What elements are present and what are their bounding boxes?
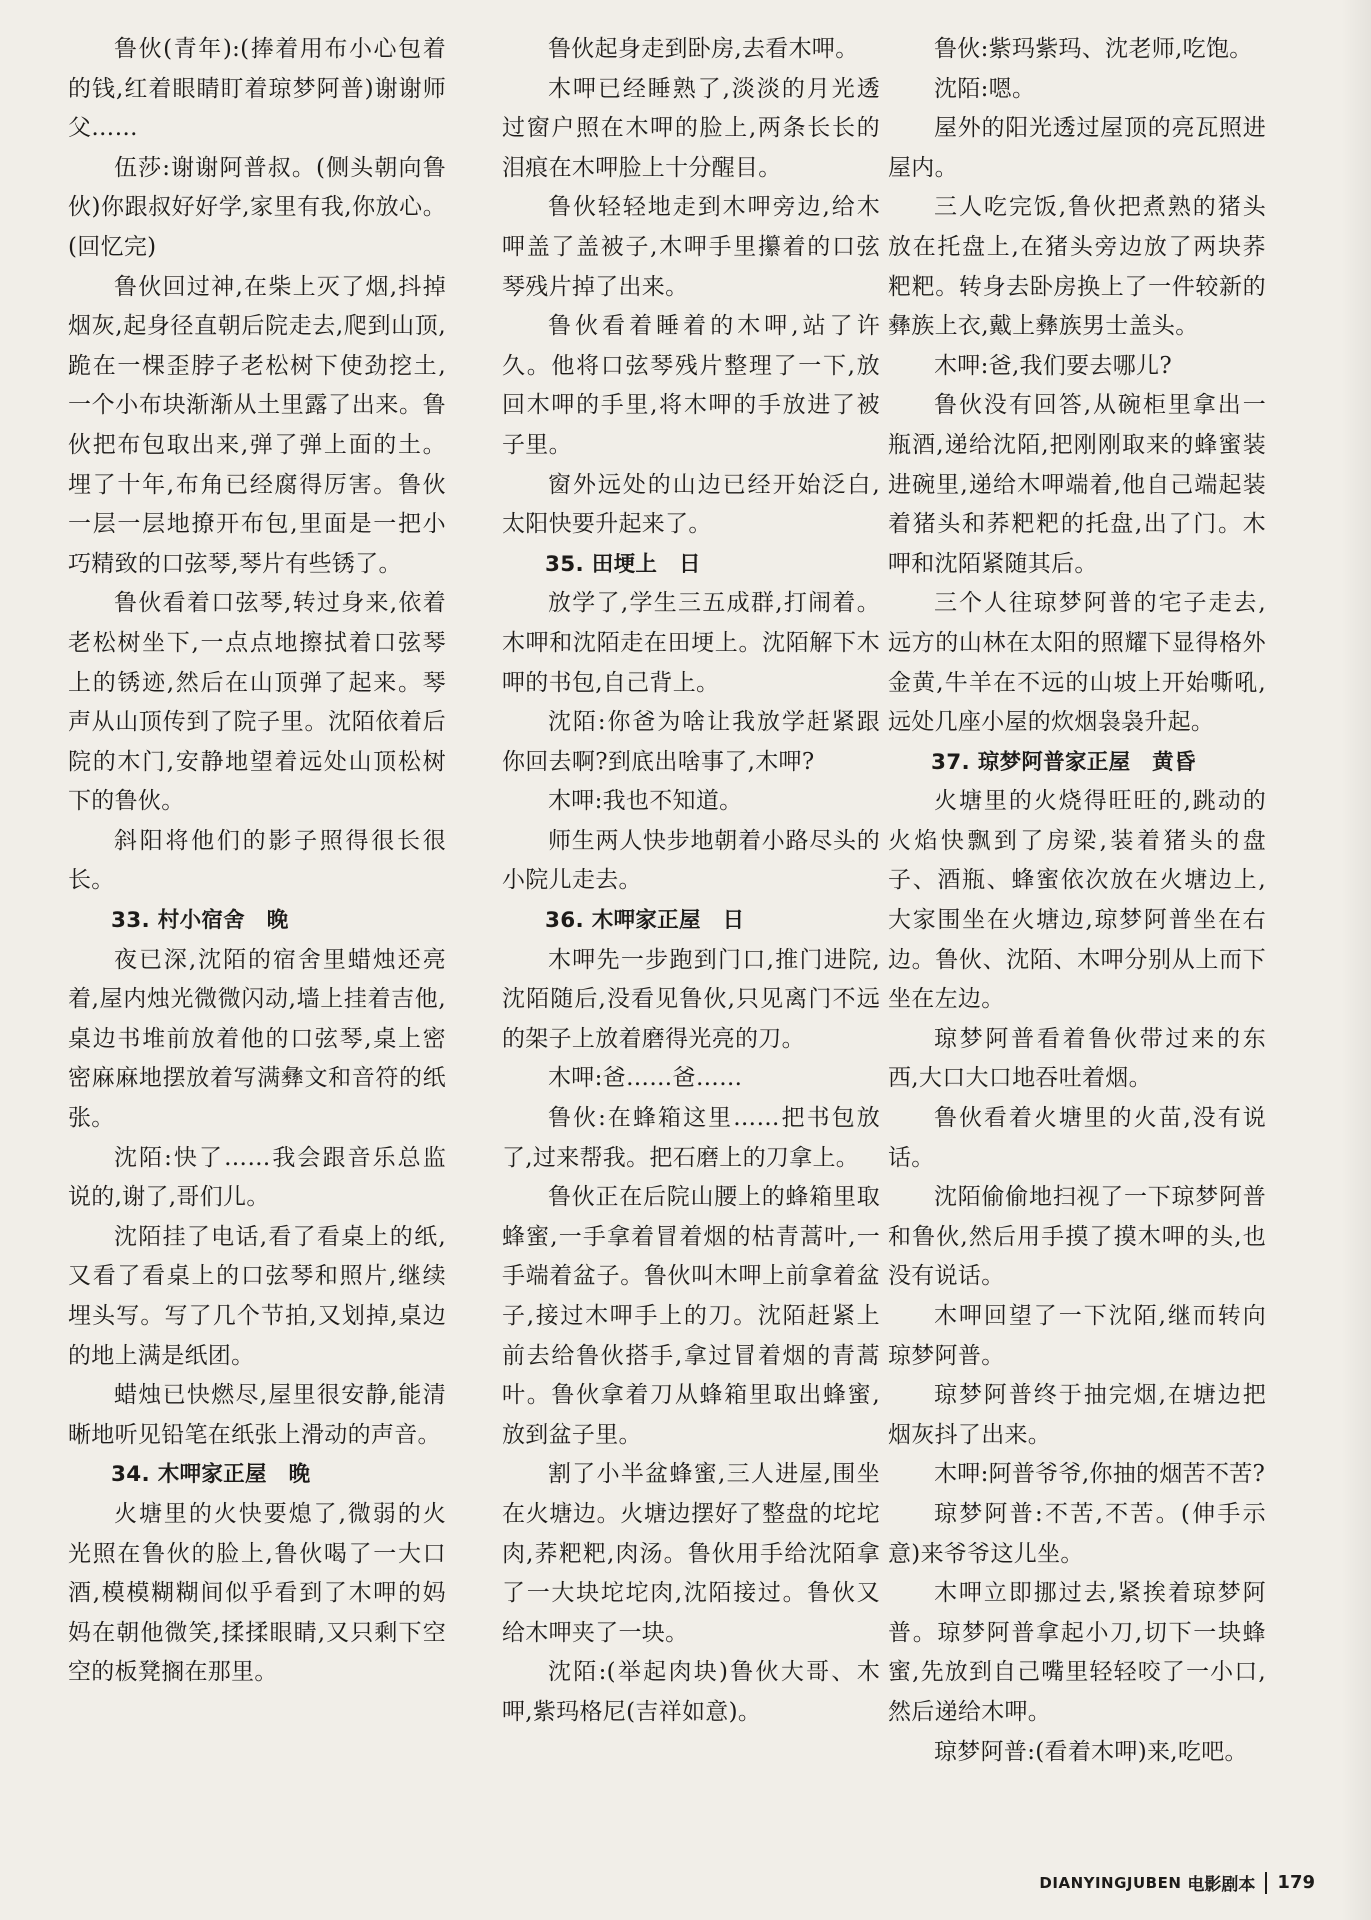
paragraph: 木呷立即挪过去,紧挨着琼梦阿普。琼梦阿普拿起小刀,切下一块蜂蜜,先放到自己嘴里轻轻咬了一小口,然后递给木呷。 — [888, 1580, 1266, 1725]
paragraph: 蜡烛已快燃尽,屋里很安静,能清晰地听见铅笔在纸张上滑动的声音。 — [68, 1382, 446, 1448]
paragraph: 师生两人快步地朝着小路尽头的小院儿走去。 — [502, 827, 880, 894]
paragraph: 鲁伙:在蜂箱这里……把书包放了,过来帮我。把石磨上的刀拿上。 — [502, 1105, 880, 1171]
paragraph: 木呷已经睡熟了,淡淡的月光透过窗户照在木呷的脸上,两条长长的泪痕在木呷脸上十分醒目。 — [502, 75, 880, 181]
paragraph: 木呷:爸,我们要去哪儿? — [934, 352, 1172, 379]
paragraph: 屋外的阳光透过屋顶的亮瓦照进屋内。 — [888, 115, 1266, 181]
scene-heading: 33. 村小宿舍 晚 — [111, 908, 289, 934]
text-column-3 — [888, 30, 1266, 1772]
paragraph: 鲁伙(青年):(捧着用布小心包着的钱,红着眼睛盯着琼梦阿普)谢谢师父…… — [68, 36, 446, 142]
scene-heading: 37. 琼梦阿普家正屋 黄昏 — [931, 749, 1196, 775]
paragraph: 火塘里的火烧得旺旺的,跳动的火焰快飘到了房梁,装着猪头的盘子、酒瓶、蜂蜜依次放在火塘边上,大家围坐在火塘边,琼梦阿普坐在右边。鲁伙、沈陌、木呷分别从上而下坐在左边。 — [888, 788, 1266, 1013]
paragraph: 琼梦阿普终于抽完烟,在塘边把烟灰抖了出来。 — [888, 1382, 1266, 1448]
paragraph: 沈陌:嗯。 — [934, 75, 1036, 102]
paragraph: 琼梦阿普看着鲁伙带过来的东西,大口大口地吞吐着烟。 — [888, 1025, 1266, 1092]
paragraph: 夜已深,沈陌的宿舍里蜡烛还亮着,屋内烛光微微闪动,墙上挂着吉他,桌边书堆前放着他的口弦琴,桌上密密麻麻地摆放着写满彝文和音符的纸张。 — [68, 946, 446, 1132]
footer-divider — [1265, 1872, 1267, 1894]
paragraph: 鲁伙看着口弦琴,转过身来,依着老松树坐下,一点点地擦拭着口弦琴上的锈迹,然后在山顶弹了起来。琴声从山顶传到了院子里。沈陌依着后院的木门,安静地望着远处山顶松树下的鲁伙。 — [68, 590, 446, 815]
paragraph: 木呷:阿普爷爷,你抽的烟苦不苦? — [934, 1461, 1266, 1488]
paragraph: 沈陌:(举起肉块)鲁伙大哥、木呷,紫玛格尼(吉祥如意)。 — [502, 1659, 880, 1725]
magazine-brand: DIANYINGJUBEN — [1039, 1873, 1182, 1892]
paragraph: 沈陌挂了电话,看了看桌上的纸,又看了看桌上的口弦琴和照片,继续埋头写。写了几个节拍,又划掉,桌边的地上满是纸团。 — [68, 1223, 446, 1369]
paragraph: 鲁伙没有回答,从碗柜里拿出一瓶酒,递给沈陌,把刚刚取来的蜂蜜装进碗里,递给木呷端着,他自己端起装着猪头和荞粑粑的托盘,出了门。木呷和沈陌紧随其后。 — [888, 392, 1266, 577]
paragraph: 鲁伙正在后院山腰上的蜂箱里取蜂蜜,一手拿着冒着烟的枯青蒿叶,一手端着盆子。鲁伙叫木呷上前拿着盆子,接过木呷手上的刀。沈陌赶紧上前去给鲁伙搭手,拿过冒着烟的青蒿叶。鲁伙拿着刀从蜂箱里取出蜂蜜,放到盆子里。 — [502, 1184, 880, 1448]
paragraph: 窗外远处的山边已经开始泛白,太阳快要升起来了。 — [502, 471, 880, 538]
paragraph: 三个人往琼梦阿普的宅子走去,远方的山林在太阳的照耀下显得格外金黄,牛羊在不远的山坡上开始嘶吼,远处几座小屋的炊烟袅袅升起。 — [888, 590, 1266, 736]
paragraph: 木呷先一步跑到门口,推门进院,沈陌随后,没看见鲁伙,只见离门不远的架子上放着磨得光亮的刀。 — [502, 946, 880, 1052]
page-number: 179 — [1277, 1872, 1315, 1893]
page-footer — [1039, 1870, 1315, 1895]
paragraph: 放学了,学生三五成群,打闹着。木呷和沈陌走在田埂上。沈陌解下木呷的书包,自己背上。 — [502, 590, 880, 696]
paragraph: 伍莎:谢谢阿普叔。(侧头朝向鲁伙)你跟叔好好学,家里有我,你放心。(回忆完) — [68, 154, 446, 260]
paragraph: 鲁伙起身走到卧房,去看木呷。 — [548, 36, 859, 62]
page-edge-shadow — [1341, 0, 1371, 1920]
paragraph: 琼梦阿普:(看着木呷)来,吃吧。 — [934, 1738, 1248, 1765]
paragraph: 鲁伙看着火塘里的火苗,没有说话。 — [888, 1105, 1266, 1171]
paragraph: 三人吃完饭,鲁伙把煮熟的猪头放在托盘上,在猪头旁边放了两块荞粑粑。转身去卧房换上了一件较新的彝族上衣,戴上彝族男士盖头。 — [888, 194, 1266, 340]
paragraph: 鲁伙:紫玛紫玛、沈老师,吃饱。 — [934, 36, 1253, 62]
paragraph: 割了小半盆蜂蜜,三人进屋,围坐在火塘边。火塘边摆好了整盘的坨坨肉,荞粑粑,肉汤。鲁伙用手给沈陌拿了一大块坨坨肉,沈陌接过。鲁伙又给木呷夹了一块。 — [502, 1461, 880, 1646]
paragraph: 沈陌:快了……我会跟音乐总监说的,谢了,哥们儿。 — [68, 1144, 446, 1211]
scene-heading: 34. 木呷家正屋 晚 — [111, 1462, 311, 1488]
paragraph: 鲁伙轻轻地走到木呷旁边,给木呷盖了盖被子,木呷手里攥着的口弦琴残片掉了出来。 — [502, 194, 880, 300]
paragraph: 火塘里的火快要熄了,微弱的火光照在鲁伙的脸上,鲁伙喝了一大口酒,模模糊糊间似乎看到了木呷的妈妈在朝他微笑,揉揉眼睛,又只剩下空空的板凳搁在那里。 — [68, 1500, 446, 1686]
text-column-2 — [502, 30, 880, 1733]
magazine-brand-chinese: 电影剧本 — [1187, 1875, 1256, 1895]
paragraph: 木呷回望了一下沈陌,继而转向琼梦阿普。 — [888, 1303, 1266, 1369]
paragraph: 沈陌偷偷地扫视了一下琼梦阿普和鲁伙,然后用手摸了摸木呷的头,也没有说话。 — [888, 1184, 1266, 1290]
scene-heading: 36. 木呷家正屋 日 — [545, 908, 745, 934]
paragraph: 鲁伙回过神,在柴上灭了烟,抖掉烟灰,起身径直朝后院走去,爬到山顶,跪在一棵歪脖子老松树下使劲挖土,一个小布块渐渐从土里露了出来。鲁伙把布包取出来,弹了弹上面的土。埋了十年,布角已经腐得厉害。鲁伙一层一层地撩开布包,里面是一把小巧精致的口弦琴,琴片有些锈了。 — [68, 273, 446, 577]
paragraph: 木呷:爸……爸…… — [548, 1065, 743, 1092]
scene-heading: 35. 田埂上 日 — [545, 551, 701, 577]
paragraph: 斜阳将他们的影子照得很长很长。 — [68, 827, 446, 894]
paragraph: 琼梦阿普:不苦,不苦。(伸手示意)来爷爷这儿坐。 — [888, 1500, 1266, 1567]
paragraph: 沈陌:你爸为啥让我放学赶紧跟你回去啊?到底出啥事了,木呷? — [502, 709, 880, 775]
paragraph: 鲁伙看着睡着的木呷,站了许久。他将口弦琴残片整理了一下,放回木呷的手里,将木呷的手放进了被子里。 — [502, 313, 880, 458]
text-column-1 — [68, 30, 446, 1693]
paragraph: 木呷:我也不知道。 — [548, 788, 743, 815]
